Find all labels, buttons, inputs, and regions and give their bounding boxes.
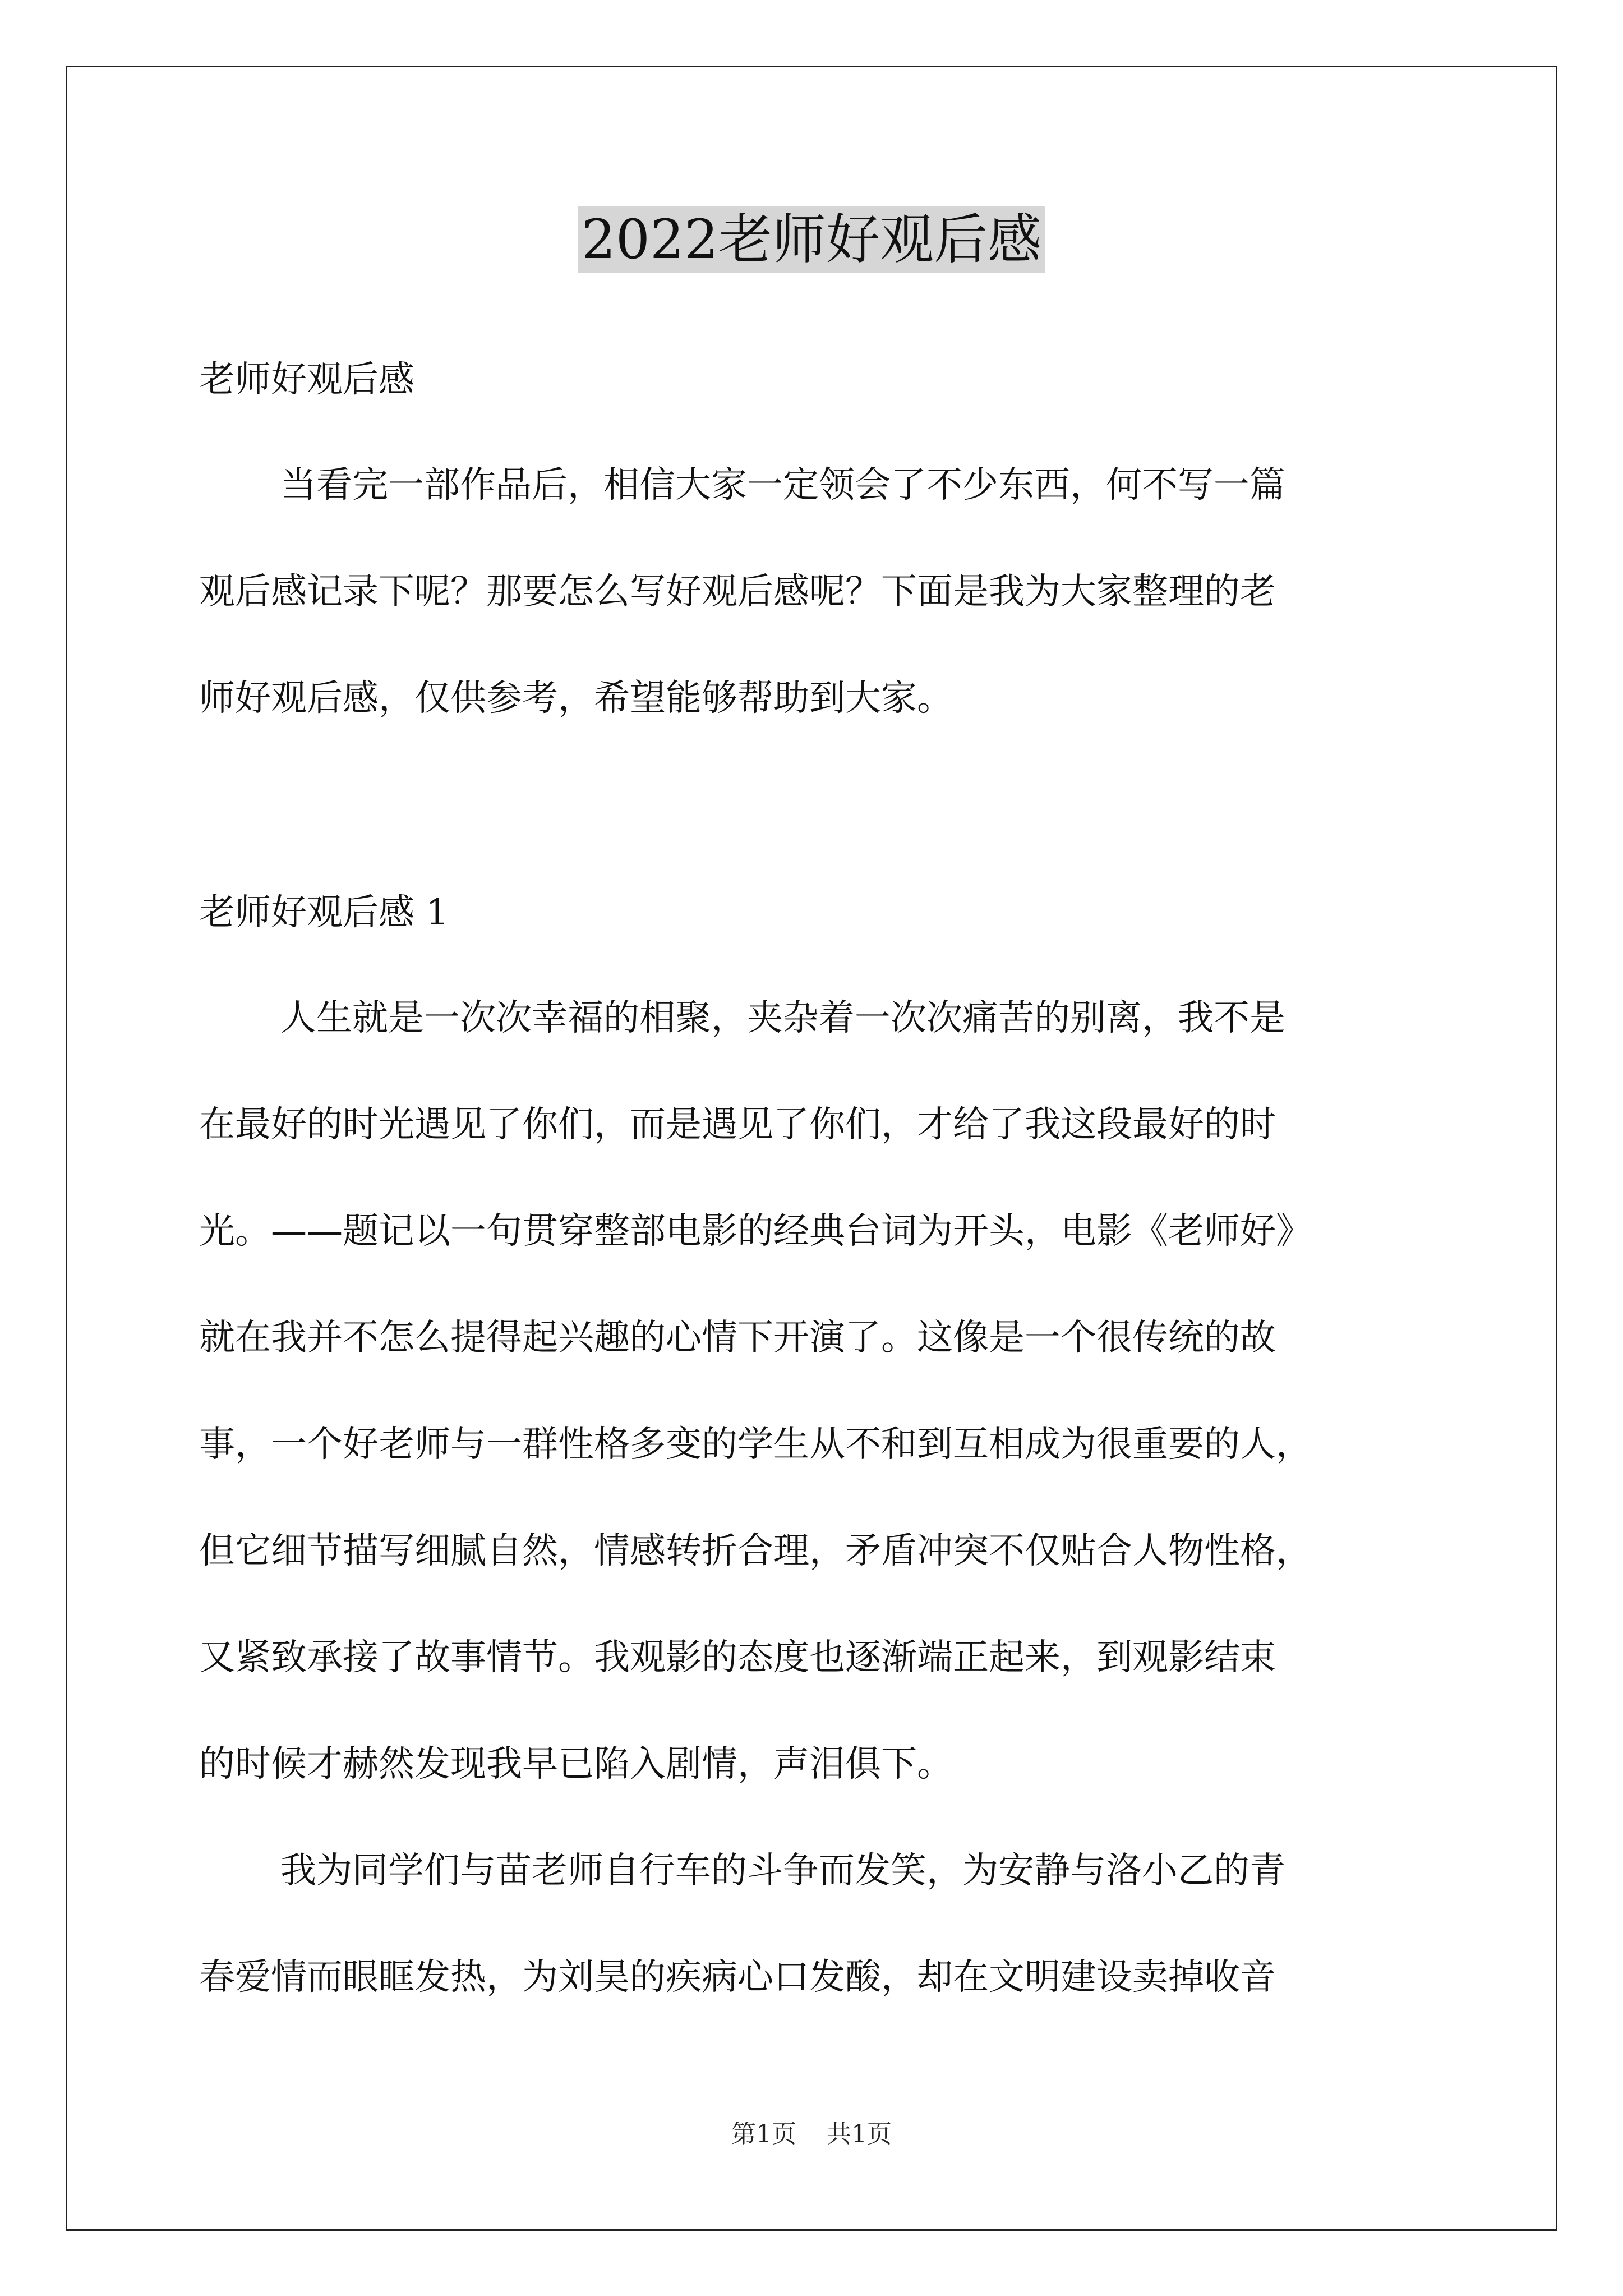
paragraph-line: 又紧致承接了故事情节。我观影的态度也逐渐端正起来，到观影结束 [199, 1637, 1276, 1678]
paragraph-line: 光。——题记以一句贯穿整部电影的经典台词为开头，电影《老师好》 [199, 1211, 1312, 1252]
document-title [0, 203, 1623, 276]
paragraph-line: 但它细节描写细腻自然，情感转折合理，矛盾冲突不仅贴合人物性格， [199, 1530, 1312, 1572]
paragraph-line: 在最好的时光遇见了你们，而是遇见了你们，才给了我这段最好的时 [199, 1104, 1276, 1145]
paragraph-line: 事，一个好老师与一群性格多变的学生从不和到互相成为很重要的人， [199, 1424, 1312, 1465]
intro-line: 师好观后感，仅供参考，希望能够帮助到大家。 [199, 678, 953, 719]
page-total: 共1页 [827, 2120, 892, 2148]
paragraph-line: 我为同学们与苗老师自行车的斗争而发笑，为安静与洛小乙的青 [280, 1850, 1285, 1892]
intro-line: 观后感记录下呢？那要怎么写好观后感呢？下面是我为大家整理的老 [199, 571, 1276, 613]
page-number: 第1页 [731, 2120, 796, 2148]
paragraph-line: 的时候才赫然发现我早已陷入剧情，声泪俱下。 [199, 1743, 953, 1785]
paragraph-line: 人生就是一次次幸福的相聚，夹杂着一次次痛苦的别离，我不是 [280, 997, 1285, 1039]
page-footer [0, 2118, 1623, 2151]
document-title-text: 2022老师好观后感 [578, 206, 1045, 273]
document-subtitle: 老师好观后感 [199, 359, 414, 401]
paragraph-line: 春爱情而眼眶发热，为刘昊的疾病心口发酸，却在文明建设卖掉收音 [199, 1957, 1276, 1998]
section-heading: 老师好观后感 1 [199, 892, 449, 933]
intro-line: 当看完一部作品后，相信大家一定领会了不少东西，何不写一篇 [280, 464, 1285, 506]
paragraph-line: 就在我并不怎么提得起兴趣的心情下开演了。这像是一个很传统的故 [199, 1317, 1276, 1359]
